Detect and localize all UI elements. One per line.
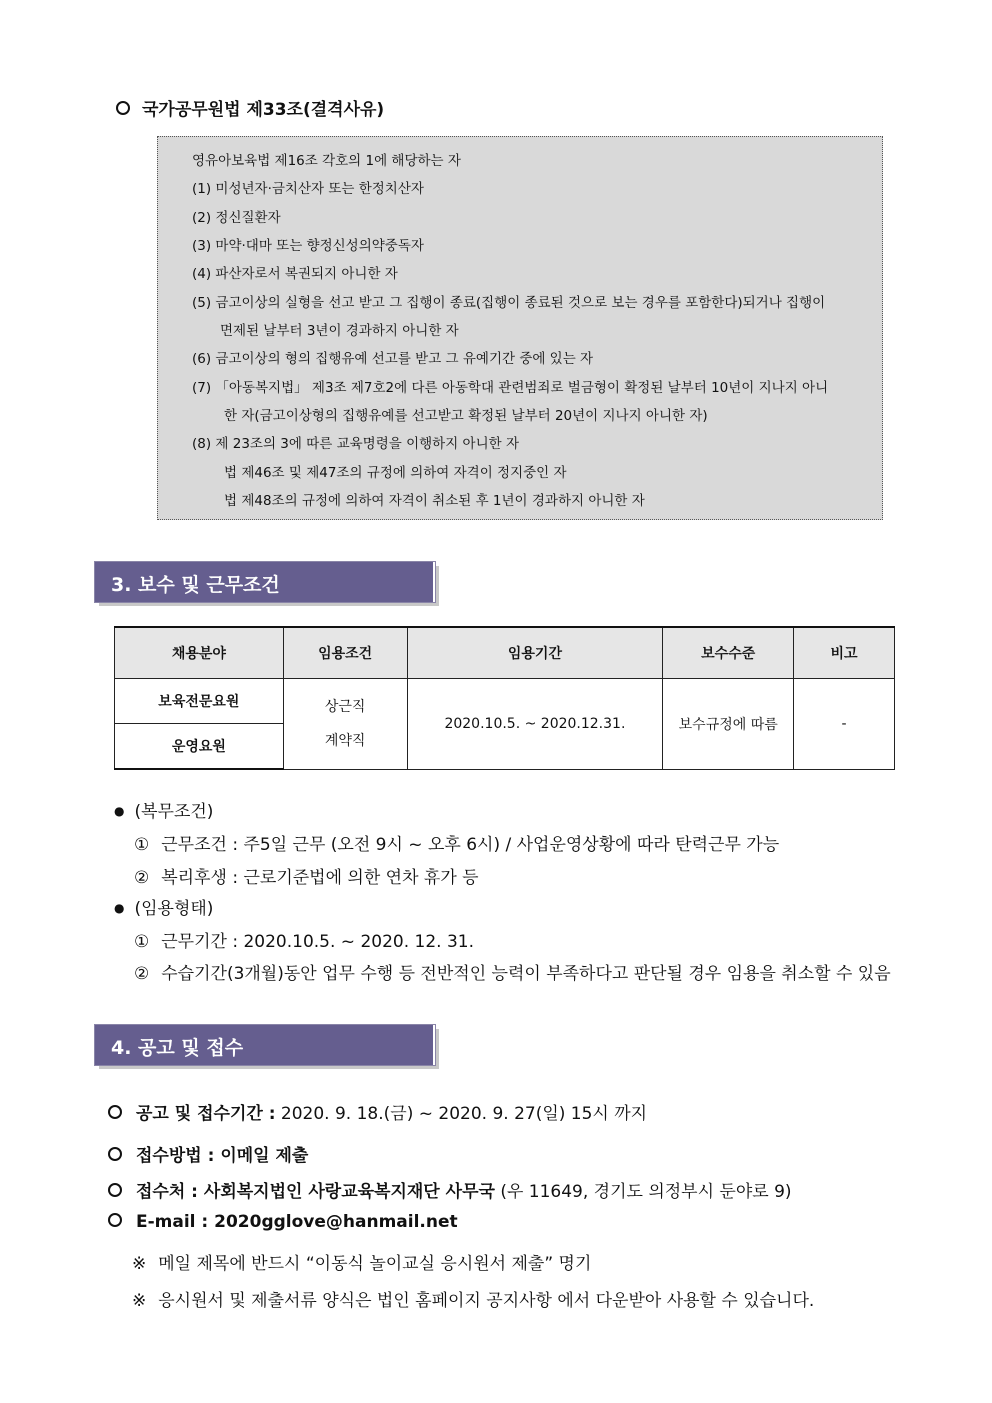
item-value: (우 11649, 경기도 의정부시 둔야로 9) (494, 1182, 792, 1202)
table-cell-condition (283, 679, 407, 770)
table-cell-period: 2020.10.5. ~ 2020.12.31. (407, 679, 663, 770)
item-text: 근무조건 : 주5일 근무 (오전 9시 ~ 오후 6시) / 사업운영상황에 따라 탄력근무 가능 (161, 835, 780, 855)
employment-type-label: ● (임용형태) (114, 894, 213, 919)
employment-item (134, 959, 891, 984)
item-number: ① (134, 932, 150, 952)
item-number: ① (134, 835, 150, 855)
box-line: (7) 「아동복지법」 제3조 제7호2에 다른 아동학대 관련범죄로 벌금형이 확정된 날부터 10년이 지나지 아니 (192, 380, 829, 396)
box-line: 영유아보육법 제16조 각호의 1에 해당하는 자 (192, 153, 461, 169)
announcement-period (108, 1099, 647, 1124)
table-cell-note: - (794, 679, 895, 770)
box-line: (4) 파산자로서 복권되지 아니한 자 (192, 266, 398, 282)
item-value: 2020. 9. 18.(금) ~ 2020. 9. 27(일) 15시 까지 (275, 1104, 648, 1124)
item-text: 복리후생 : 근로기준법에 의한 연차 휴가 등 (161, 868, 479, 888)
reference-mark-icon: ※ (132, 1254, 147, 1274)
section-4-title: 4. 공고 및 접수 (111, 1037, 244, 1059)
work-item (134, 863, 479, 888)
section-1-heading (116, 95, 384, 120)
box-line: (1) 미성년자·금치산자 또는 한정치산자 (192, 181, 424, 197)
email-info (108, 1212, 458, 1232)
item-label: 공고 및 접수기간 : (136, 1104, 276, 1124)
box-line: (2) 정신질환자 (192, 210, 281, 226)
condition-line: 상근직 (324, 698, 366, 715)
circle-bullet-icon (108, 1105, 122, 1119)
note-line (132, 1286, 814, 1311)
reference-mark-icon: ※ (132, 1291, 147, 1311)
note-text: 메일 제목에 반드시 “이동식 놀이교실 응시원서 제출” 명기 (158, 1254, 592, 1274)
section-3-banner (95, 562, 435, 602)
section-4-banner (95, 1025, 435, 1065)
circle-bullet-icon (108, 1147, 122, 1161)
table-cell-field: 운영요원 (115, 724, 284, 770)
box-line: (6) 금고이상의 형의 집행유예 선고를 받고 그 유예기간 중에 있는 자 (192, 351, 594, 367)
table-cell-pay: 보수규정에 따름 (663, 679, 794, 770)
table-row (115, 679, 895, 724)
circle-bullet-icon (108, 1213, 122, 1227)
box-line: 법 제48조의 규정에 의하여 자격이 취소된 후 1년이 경과하지 아니한 자 (224, 493, 645, 509)
box-line: 면제된 날부터 3년이 경과하지 아니한 자 (220, 323, 459, 339)
section-1-title: 국가공무원법 제33조(결격사유) (142, 100, 385, 120)
item-number: ② (134, 868, 150, 888)
disqualification-box (157, 136, 883, 520)
employment-item (134, 927, 474, 952)
box-line: (8) 제 23조의 3에 따른 교육명령을 이행하지 아니한 자 (192, 436, 519, 452)
item-label: 접수방법 : 이메일 제출 (136, 1146, 309, 1166)
box-line: (3) 마약·대마 또는 향정신성의약중독자 (192, 238, 424, 254)
submission-place (108, 1177, 792, 1202)
work-conditions-label: ● (복무조건) (114, 797, 213, 822)
item-text: 근무기간 : 2020.10.5. ~ 2020. 12. 31. (161, 932, 474, 952)
submission-method (108, 1141, 308, 1166)
table-cell-field: 보육전문요원 (115, 679, 284, 724)
box-line: 법 제46조 및 제47조의 규정에 의하여 자격이 정지중인 자 (224, 465, 567, 481)
item-label: E-mail : 2020gglove@hanmail.net (136, 1212, 458, 1232)
table-header-row (115, 627, 895, 679)
note-text: 응시원서 및 제출서류 양식은 법인 홈페이지 공지사항 에서 다운받아 사용할 수 있습니다. (158, 1291, 815, 1311)
table-header-cell: 보수수준 (663, 627, 794, 679)
table-header-cell: 채용분야 (115, 627, 284, 679)
item-text: 수습기간(3개월)동안 업무 수행 등 전반적인 능력이 부족하다고 판단될 경우 임용을 취소할 수 있음 (161, 964, 891, 984)
condition-line: 계약직 (324, 732, 366, 749)
pay-conditions-table (114, 626, 895, 770)
table-header-cell: 임용조건 (283, 627, 407, 679)
table-header-cell: 비고 (794, 627, 895, 679)
circle-bullet-icon (108, 1183, 122, 1197)
work-item (134, 830, 779, 855)
note-line (132, 1249, 591, 1274)
box-line: 한 자(금고이상형의 집행유예를 선고받고 확정된 날부터 20년이 지나지 아니한 자) (224, 408, 708, 424)
circle-bullet-icon (116, 101, 130, 115)
box-line: (5) 금고이상의 실형을 선고 받고 그 집행이 종료(집행이 종료된 것으로 보는 경우를 포함한다)되거나 집행이 (192, 295, 826, 311)
item-label: 접수처 : 사회복지법인 사랑교육복지재단 사무국 (136, 1182, 495, 1202)
item-number: ② (134, 964, 150, 984)
table-header-cell: 임용기간 (407, 627, 663, 679)
section-3-title: 3. 보수 및 근무조건 (111, 574, 280, 596)
